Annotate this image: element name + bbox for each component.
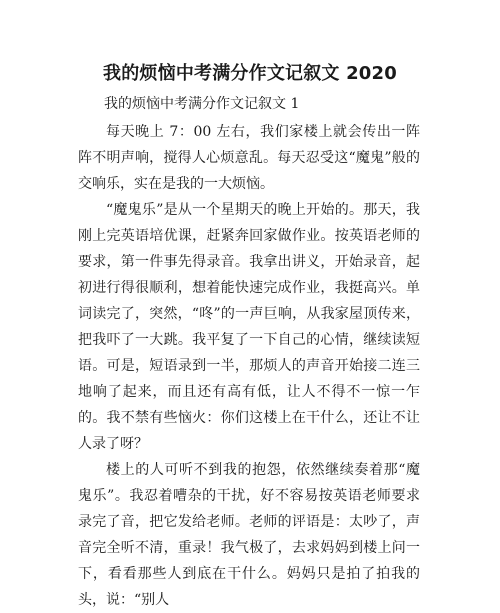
paragraph-3: 楼上的人可听不到我的抱怨，依然继续奏着那“魔鬼乐”。我忍着嘈杂的干扰，好不容易按英语老师要求录完了音，把它发给老师。老师的评语是：太吵了，声音完全听不清，重录！我气极了，去求妈妈到楼上问一下，看看那些人到底在干什么。妈妈只是拍了拍我的头，说：“别人 [78,462,420,608]
document-body [78,119,420,613]
document-title: 我的烦恼中考满分作文记叙文 2020 [103,63,397,84]
document-subtitle: 我的烦恼中考满分作文记叙文 1 [104,96,300,112]
paragraph-1: 每天晚上 7：00 左右，我们家楼上就会传出一阵阵不明声响，搅得人心烦意乱。每天忍受这“魔鬼”般的交响乐，实在是我的一大烦恼。 [78,124,420,192]
paragraph-2: “魔鬼乐”是从一个星期天的晚上开始的。那天，我刚上完英语培优课，赶紧奔回家做作业。按英语老师的要求，第一件事先得录音。我拿出讲义，开始录音，起初进行得很顺利，想着能快速完成作业，我挺高兴。单词读完了，突然，“咚”的一声巨响，从我家屋顶传来，把我吓了一大跳。我平复了一下自己的心情，继续读短语。可是，短语录到一半，那烦人的声音开始接二连三地响了起来，而且还有高有低，让人不得不一惊一乍的。我不禁有些恼火：你们这楼上在干什么，还让不让人录了呀？ [78,202,420,452]
